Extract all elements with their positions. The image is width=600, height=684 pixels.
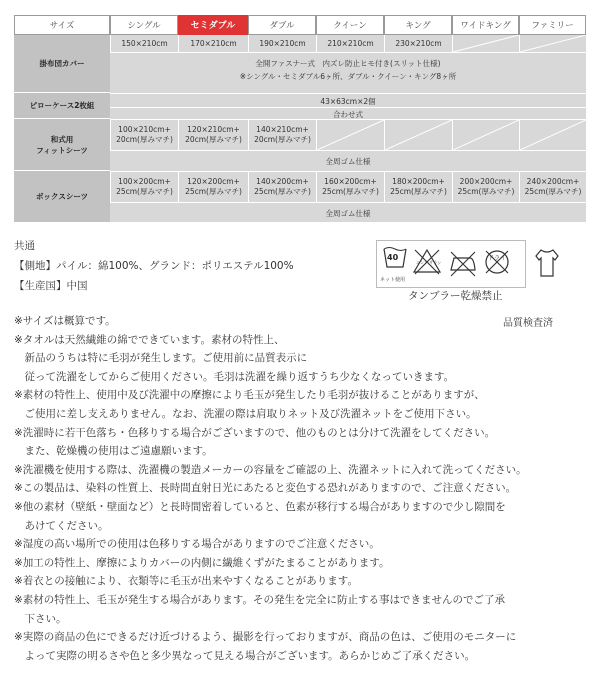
header-single: シングル — [110, 15, 178, 35]
note-line: ※着衣との接触により、衣類等に毛玉が出来やすくなることがあります。 — [14, 575, 358, 588]
header-queen: クイーン — [316, 15, 384, 35]
note-line: ※湿度の高い場所での使用は色移りする場合がありますのでご注意ください。 — [14, 538, 380, 551]
note-line: ご使用に差し支えありません。なお、洗濯の際は肩取りネット及び洗濯ネットをご使用下さい。 — [14, 408, 477, 420]
futon-size-double: 190×210cm — [248, 35, 316, 52]
bleach-label: エンソ サラシ — [416, 260, 442, 266]
fitted-size-a: 140×210cm+ — [256, 125, 309, 134]
box-size-b: 25cm(厚みマチ) — [116, 187, 173, 196]
quality-inspected: 品質検査済 — [503, 318, 553, 329]
note-line: また、乾燥機の使用はご遠慮願います。 — [14, 445, 213, 458]
box-size-a: 240×200cm+ — [526, 177, 580, 186]
header-family: ファミリー — [519, 15, 586, 35]
no-iron-icon — [448, 246, 478, 280]
selected-size-label: セミダブル — [180, 17, 246, 33]
header-semi-double-selected — [178, 15, 248, 35]
futon-size-king: 230×210cm — [384, 35, 452, 52]
header-king: キング — [384, 15, 452, 35]
box-size-b: 25cm(厚みマチ) — [254, 187, 311, 196]
box-size-a: 100×200cm+ — [118, 177, 171, 186]
note-line: あけてください。 — [14, 519, 109, 532]
note-line: ※加工の特性上、摩擦によりカバーの内側に繊維くずがたまることがあります。 — [14, 556, 390, 569]
box-size-semi-double — [178, 172, 248, 202]
futon-size-single: 150×210cm — [110, 35, 178, 52]
row-label-futon-cover: 掛布団カバー — [14, 35, 110, 93]
box-note: 全周ゴム仕様 — [325, 209, 371, 218]
box-size-b: 25cm(厚みマチ) — [524, 187, 582, 196]
fitted-size-b: 20cm(厚みマチ) — [116, 135, 173, 144]
row-label-fitted-2: フィットシーツ — [36, 145, 88, 155]
header-double: ダブル — [248, 15, 316, 35]
note-line: ※他の素材（壁紙・壁面など）と長時間密着していると、色素が移行する場合がありますので少し隙間を — [14, 501, 506, 513]
note-line: ※タオルは天然繊維の綿でできています。素材の特性上、 — [14, 333, 285, 346]
row-label-fitted-1: 和式用 — [50, 134, 74, 144]
note-line: 新品のうちは特に毛羽が発生します。ご使用前に品質表示に — [14, 352, 308, 365]
futon-note-2: ※シングル・セミダブル6ヶ所、ダブル・クイーン・キング8ヶ所 — [239, 72, 457, 81]
common-title: 共通 — [14, 240, 35, 252]
box-size-b: 25cm(厚みマチ) — [185, 187, 242, 196]
fitted-size-b: 20cm(厚みマチ) — [254, 135, 311, 144]
pillow-note: 合わせ式 — [333, 110, 363, 119]
note-line: 下さい。 — [14, 612, 67, 625]
origin-info: 【生産国】中国 — [14, 280, 88, 292]
divider — [110, 52, 586, 53]
box-size-a: 160×200cm+ — [324, 177, 377, 186]
no-dryclean-icon — [482, 246, 512, 280]
header-wide-king: ワイドキング — [452, 15, 519, 35]
note-line: ※洗濯時に若干色落ち・色移りする場合がございますので、他のものとは分けて洗濯をしてください。 — [14, 426, 496, 439]
box-size-wide-king — [452, 172, 519, 202]
box-size-a: 180×200cm+ — [392, 177, 445, 186]
row-label-pillow: ピローケース2枚組 — [14, 93, 110, 119]
futon-size-semi-double: 170×210cm — [178, 35, 248, 52]
note-line: ※サイズは概算です。 — [14, 315, 116, 327]
futon-size-queen: 210×210cm — [316, 35, 384, 52]
wash-net-label: ネット使用 — [380, 277, 406, 283]
box-size-a: 200×200cm+ — [459, 177, 513, 186]
fitted-size-a: 120×210cm+ — [187, 125, 240, 134]
fitted-na-king — [384, 120, 452, 150]
box-size-b: 25cm(厚みマチ) — [322, 187, 379, 196]
note-line: ※素材の特性上、使用中及び洗濯中の摩擦により毛玉が発生したり毛羽が抜けることがありますが、 — [14, 389, 485, 402]
divider — [110, 107, 586, 108]
box-size-b: 25cm(厚みマチ) — [457, 187, 515, 196]
fitted-note: 全周ゴム仕様 — [325, 157, 371, 166]
material-info: 【側地】パイル：綿100%、グランド：ポリエステル100% — [14, 260, 294, 272]
pillow-size: 43×63cm×2個 — [320, 97, 376, 106]
note-line: ※素材の特性上、毛玉が発生する場合があります。その発生を完全に防止する事はできませんのでご了承 — [14, 594, 505, 606]
fitted-size-double — [248, 120, 316, 150]
fitted-na-family — [519, 120, 586, 150]
row-label-fitted-sheet — [14, 119, 110, 171]
size-spec-table — [14, 15, 586, 222]
box-size-b: 25cm(厚みマチ) — [390, 187, 447, 196]
header-size: サイズ — [14, 15, 110, 35]
box-size-double — [248, 172, 316, 202]
fitted-size-a: 100×210cm+ — [118, 125, 171, 134]
row-label-box-sheet: ボックスシーツ — [14, 171, 110, 222]
spec-grid — [14, 35, 586, 222]
box-size-a: 120×200cm+ — [187, 177, 240, 186]
box-size-a: 140×200cm+ — [256, 177, 309, 186]
tumble-dry-prohibited: タンブラー乾燥禁止 — [408, 290, 503, 302]
divider — [110, 150, 586, 151]
box-size-king — [384, 172, 452, 202]
box-size-single — [110, 172, 178, 202]
fitted-na-wide-king — [452, 120, 519, 150]
divider — [110, 202, 586, 203]
futon-note-1: 全開ファスナー式 内ズレ防止ヒモ付き(スリット仕様) — [255, 59, 441, 68]
fitted-size-single — [110, 120, 178, 150]
shirt-icon — [532, 246, 562, 280]
care-labels — [376, 240, 566, 288]
note-line: ※実際の商品の色にできるだけ近づけるよう、撮影を行っておりますが、商品の色は、ご使用のモニターに — [14, 631, 517, 644]
note-line: ※洗濯機を使用する際は、洗濯機の製造メーカーの容量をご確認の上、洗濯ネットに入れて洗ってください。 — [14, 463, 527, 476]
note-line: よって実際の明るさや色と多少異なって見える場合がございます。あらかじめご了承ください。 — [14, 649, 476, 662]
box-size-queen — [316, 172, 384, 202]
wash-temp: 40 — [387, 253, 399, 262]
dryclean-label: ドライ — [488, 255, 506, 262]
fitted-na-queen — [316, 120, 384, 150]
box-size-family — [519, 172, 586, 202]
divider — [110, 93, 586, 94]
futon-na-family — [519, 35, 586, 52]
fitted-size-b: 20cm(厚みマチ) — [185, 135, 242, 144]
note-line: 従って洗濯をしてからご使用ください。毛羽は洗濯を繰り返すうち少なくなっていきます。 — [14, 370, 455, 383]
note-line: ※この製品は、染料の性質上、長時間直射日光にあたると変色する恐れがありますので、ご注意ください。 — [14, 482, 517, 495]
futon-na-wide-king — [452, 35, 519, 52]
fitted-size-semi-double — [178, 120, 248, 150]
